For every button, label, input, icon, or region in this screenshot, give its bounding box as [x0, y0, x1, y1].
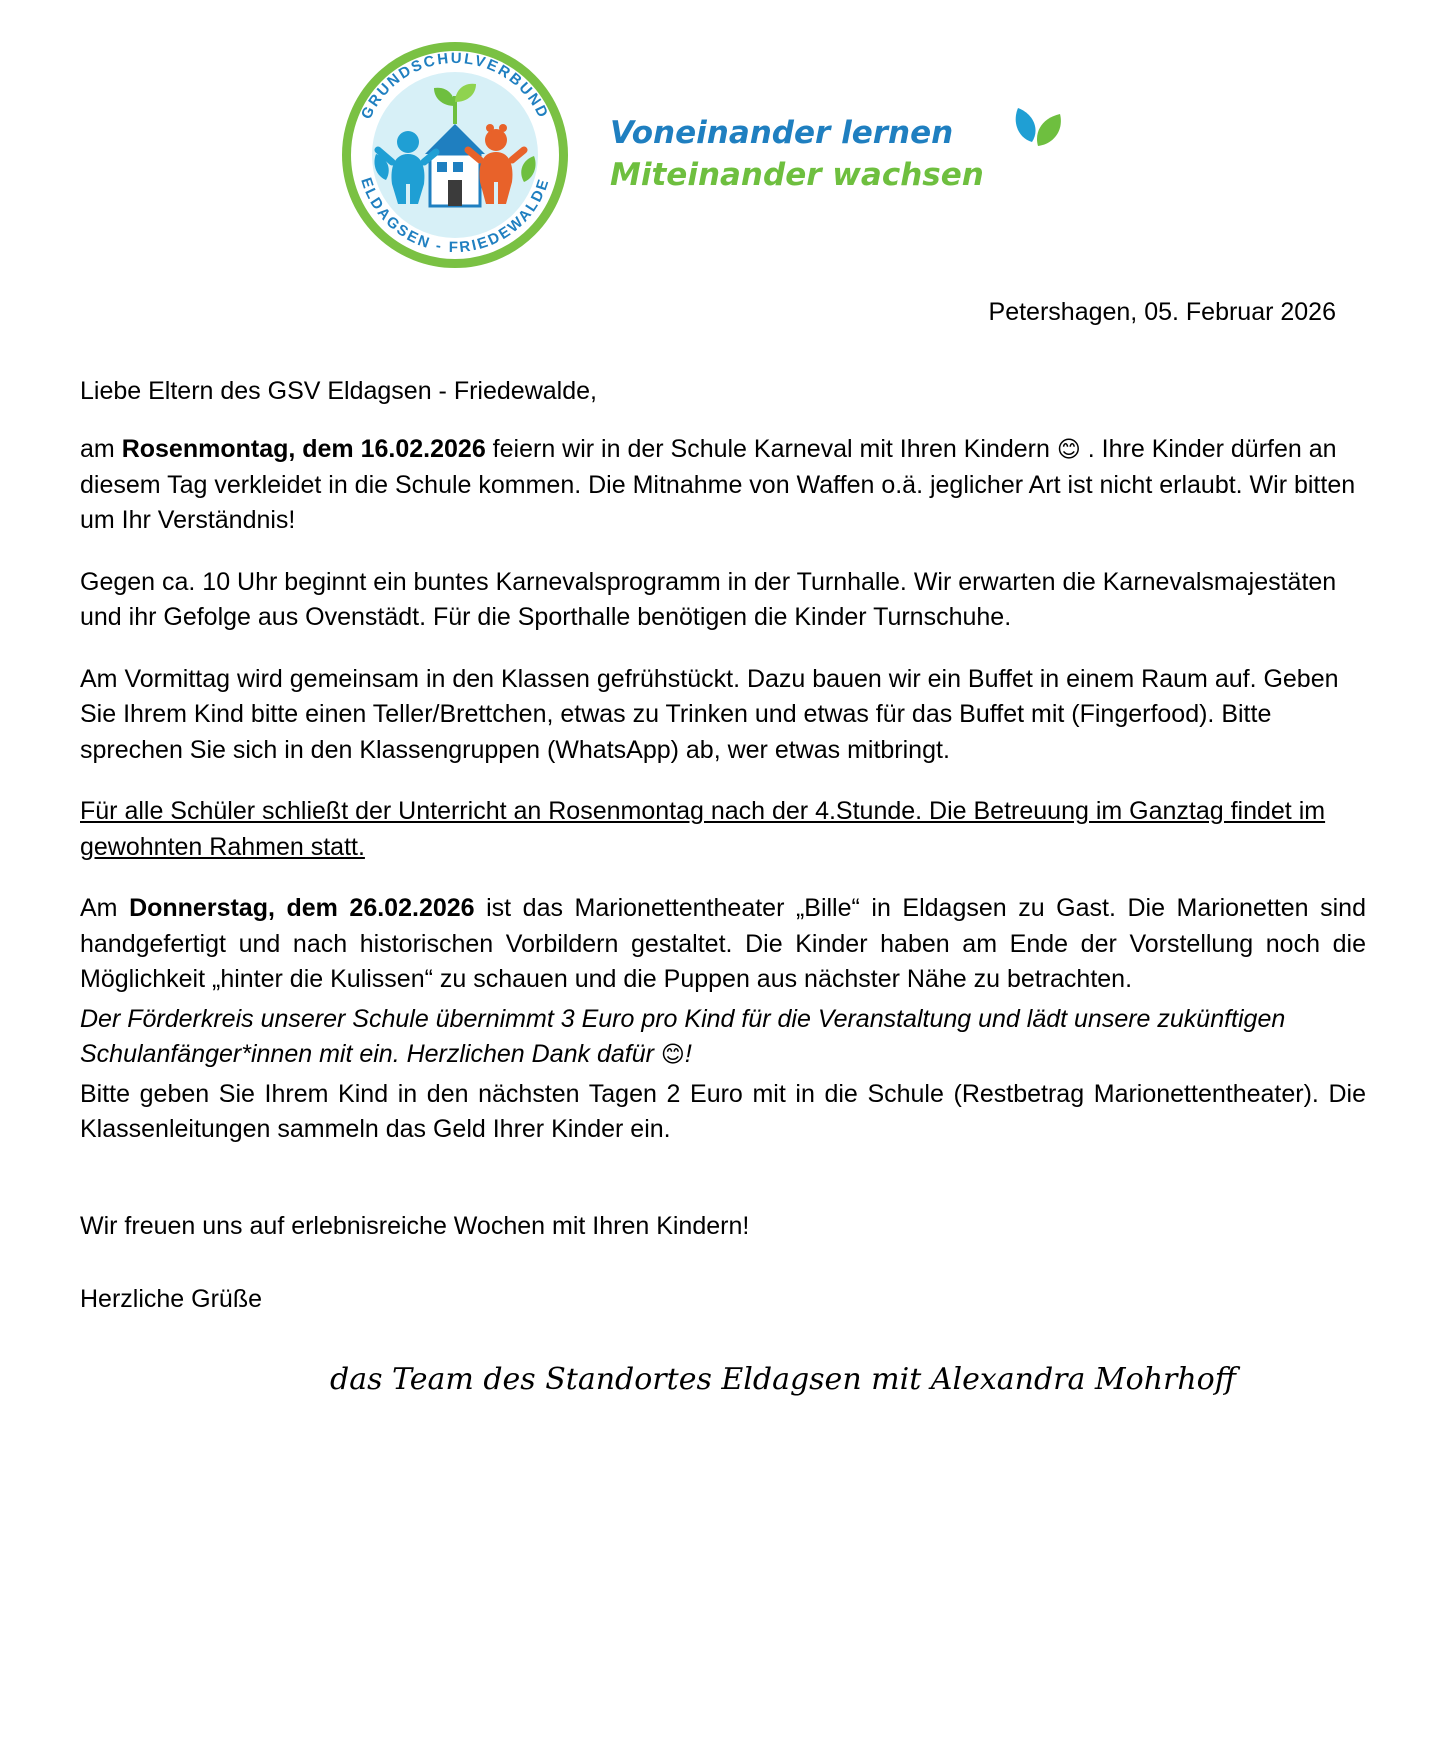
logo-arc-top-text: GRUNDSCHULVERBUND	[357, 49, 553, 122]
p6-text-a: Der Förderkreis unserer Schule übernimmt 3 Euro pro Kind für die Veranstaltung und lädt unsere zukünftigen Schulanfänger*innen mit ein. Herzlichen Dank dafür	[80, 1004, 1286, 1068]
school-slogan	[610, 113, 984, 197]
logo-arc-bottom-text: ELDAGSEN - FRIEDEWALDE	[357, 175, 553, 257]
p6-text-b: !	[684, 1040, 692, 1068]
slogan-line-1: Voneinander lernen	[610, 115, 954, 152]
paragraph-breakfast-buffet: Am Vormittag wird gemeinsam in den Klassen gefrühstückt. Dazu bauen wir ein Buffet in einem Raum auf. Geben Sie Ihrem Kind bitte einen Teller/Brettchen, etwas zu Trinken und etwas für das Buffet mit (Fingerfood). Bitte sprechen Sie sich in den Klassengruppen (WhatsApp) ab, wer etwas mitbringt.	[80, 664, 1339, 764]
dateline: Petershagen, 05. Februar 2026	[988, 298, 1336, 326]
paragraph-carnival-date	[80, 432, 1366, 539]
school-logo	[330, 30, 580, 280]
smiley-icon-2: 😊	[660, 1042, 685, 1068]
paragraph-money-collection: Bitte geben Sie Ihrem Kind in den nächsten Tagen 2 Euro mit in die Schule (Restbetrag Marionettentheater). Die Klassenleitungen sammeln das Geld Ihrer Kinder ein.	[80, 1079, 1366, 1143]
paragraph-foerderkreis	[80, 1002, 1366, 1073]
p5-text-a: Am	[80, 894, 130, 922]
p1-text-a: am	[80, 435, 122, 463]
smiley-icon: 😊	[1056, 437, 1081, 463]
p1-text-c: . Ihre Kinder dürfen an diesem Tag verkleidet in die Schule kommen. Die Mitnahme von Waffen o.ä. jeglicher Art ist nicht erlaubt. Wir bitten um Ihr Verständnis!	[80, 435, 1356, 534]
p5-bold-date: Donnerstag, dem 26.02.2026	[129, 894, 475, 922]
closing-line: Wir freuen uns auf erlebnisreiche Wochen mit Ihren Kindern!	[80, 1211, 750, 1240]
signature-line: das Team des Standortes Eldagsen mit Alexandra Mohrhoff	[330, 1361, 1236, 1397]
slogan-leaves-icon	[990, 90, 1080, 180]
logo-scene	[372, 72, 538, 238]
paragraph-program: Gegen ca. 10 Uhr beginnt ein buntes Karnevalsprogramm in der Turnhalle. Wir erwarten die Karnevalsmajestäten und ihr Gefolge aus Ovenstädt. Für die Sporthalle benötigen die Kinder Turnschuhe.	[80, 567, 1337, 631]
house-icon	[425, 124, 485, 206]
paragraph-marionette-theatre	[80, 891, 1366, 998]
paragraph-school-end-times: Für alle Schüler schließt der Unterricht an Rosenmontag nach der 4.Stunde. Die Betreuung im Ganztag findet im gewohnten Rahmen statt.	[80, 797, 1326, 861]
slogan-line-2: Miteinander wachsen	[610, 157, 984, 193]
p1-text-b: feiern wir in der Schule Karneval mit Ihren Kindern	[485, 435, 1057, 463]
p1-bold-date: Rosenmontag, dem 16.02.2026	[121, 435, 486, 463]
p5-text-b: ist das Marionettentheater „Bille“ in Eldagsen zu Gast. Die Marionetten sind handgefertigt und nach historischen Vorbildern gestaltet. Die Kinder haben am Ende der Vorstellung noch die Möglichkeit „hinter die Kulissen“ zu schauen und die Puppen aus nächster Nähe zu betrachten.	[80, 894, 1366, 993]
letterhead	[80, 30, 1366, 280]
salutation: Liebe Eltern des GSV Eldagsen - Friedewalde,	[80, 377, 597, 405]
regards-line: Herzliche Grüße	[80, 1284, 262, 1313]
sprout-icon	[434, 84, 476, 124]
